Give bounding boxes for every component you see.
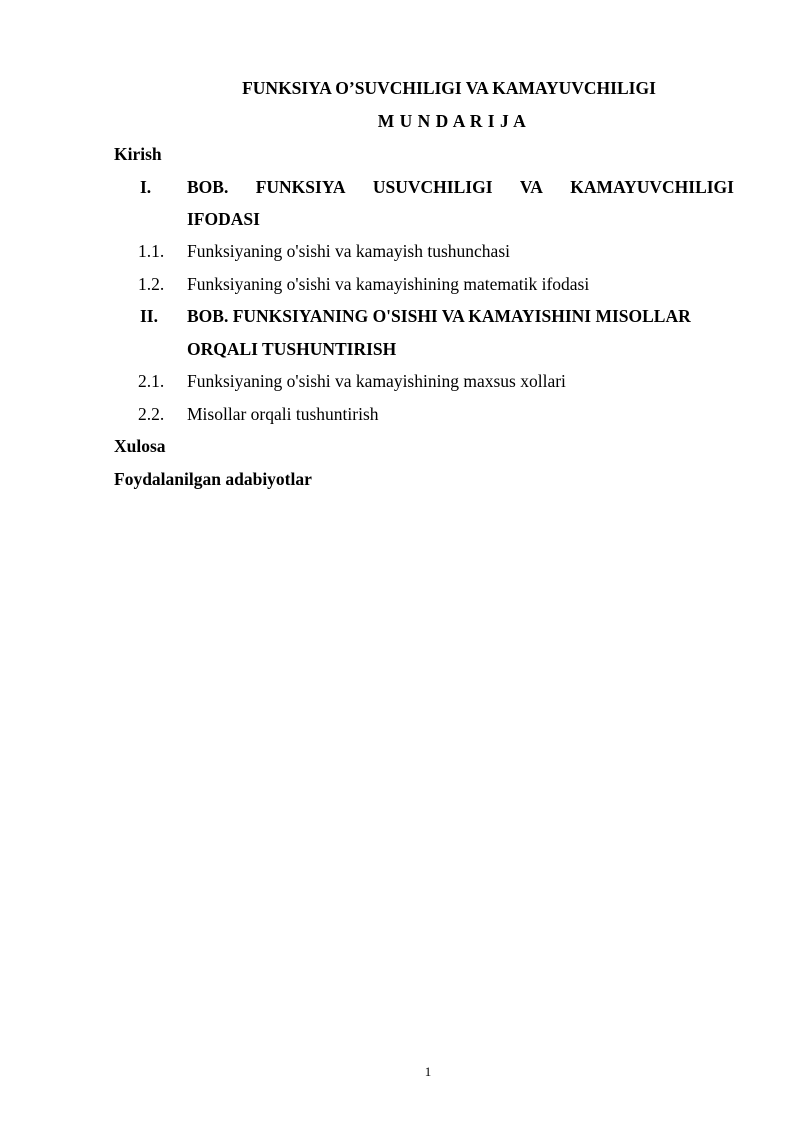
toc-chapter1-word: FUNKSIYA bbox=[255, 177, 346, 197]
toc-section-2-2-number: 2.2. bbox=[138, 404, 165, 424]
toc-chapter1-word: VA bbox=[519, 177, 543, 197]
toc-chapter1-word: USUVCHILIGI bbox=[372, 177, 493, 197]
toc-section-2-2-title: Misollar orqali tushuntirish bbox=[187, 404, 379, 424]
table-of-contents-heading: M U N D A R I J A bbox=[377, 111, 527, 131]
toc-chapter1-title bbox=[187, 177, 734, 197]
toc-section-1-2-title: Funksiyaning o'sishi va kamayishining matematik ifodasi bbox=[187, 274, 590, 294]
toc-section-2-1-title: Funksiyaning o'sishi va kamayishining maxsus xollari bbox=[187, 371, 566, 391]
toc-conclusion: Xulosa bbox=[114, 436, 166, 456]
toc-chapter2-title-continuation: ORQALI TUSHUNTIRISH bbox=[187, 339, 397, 359]
toc-chapter1-title-continuation: IFODASI bbox=[187, 209, 260, 229]
toc-chapter2-title: BOB. FUNKSIYANING O'SISHI VA KAMAYISHINI MISOLLAR bbox=[187, 306, 691, 326]
toc-references: Foydalanilgan adabiyotlar bbox=[114, 469, 312, 489]
document-title: FUNKSIYA O’SUVCHILIGI VA KAMAYUVCHILIGI bbox=[242, 78, 656, 98]
toc-section-2-1-number: 2.1. bbox=[138, 371, 165, 391]
toc-chapter1-number: I. bbox=[140, 177, 152, 197]
toc-chapter2-number: II. bbox=[140, 306, 158, 326]
toc-chapter1-word: KAMAYUVCHILIGI bbox=[570, 177, 734, 197]
toc-intro: Kirish bbox=[114, 144, 162, 164]
toc-section-1-1-number: 1.1. bbox=[138, 241, 165, 261]
toc-chapter1-word: BOB. bbox=[187, 177, 229, 197]
toc-section-1-1-title: Funksiyaning o'sishi va kamayish tushunchasi bbox=[187, 241, 510, 261]
toc-section-1-2-number: 1.2. bbox=[138, 274, 165, 294]
page-number: 1 bbox=[424, 1064, 432, 1079]
